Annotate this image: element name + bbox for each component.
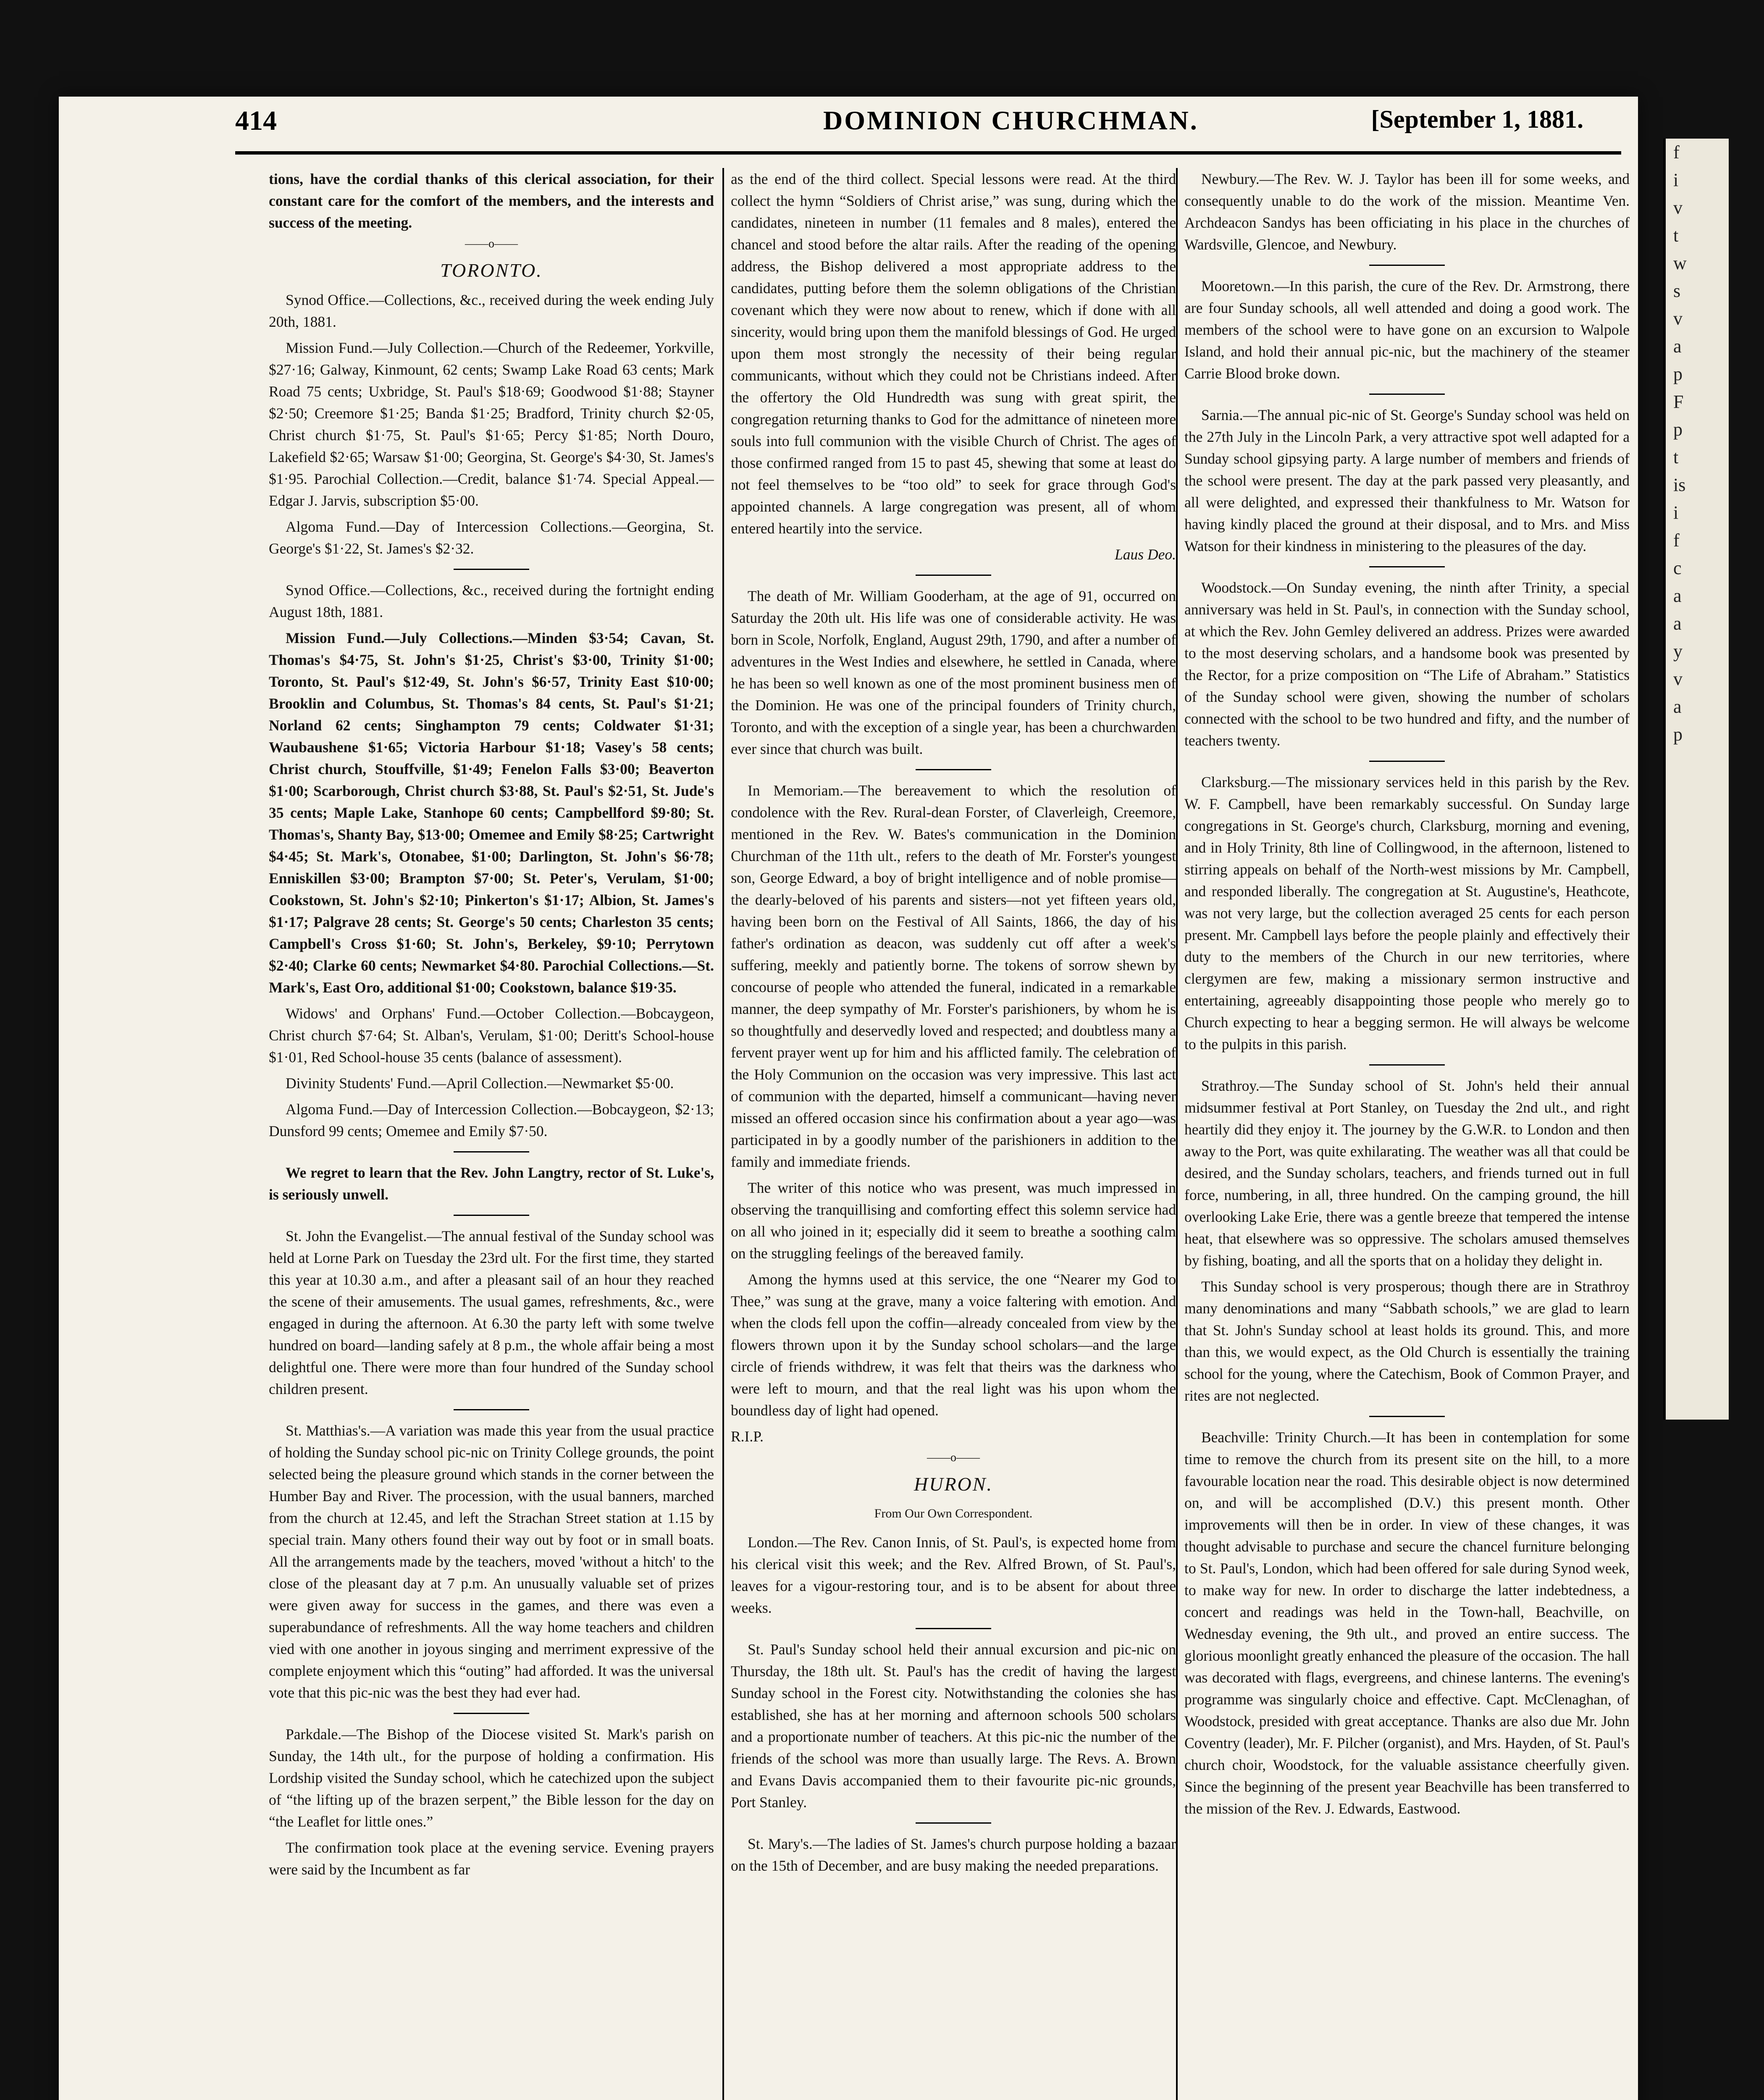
divider bbox=[916, 575, 991, 576]
edge-letter: v bbox=[1673, 308, 1683, 329]
edge-letter: t bbox=[1673, 225, 1679, 246]
divider bbox=[1369, 265, 1445, 266]
news-item: Strathroy.—The Sunday school of St. John's held their annual midsummer festival at Port Stanley, on Tuesday the 2nd ult., and right heartily did they enjoy it. The journey by the G.W.R. to London and then away to the Port, was quite exhilarating. The weather was all that could be desired, and the Sunday scholars, teachers, and friends turned out in full force, numbering, in all, three hundred. On the camping ground, the hill overlooking Lake Erie, there was a gentle breeze that tempered the intense heat, that elsewhere was so oppressive. The scholars amused themselves by fishing, boating, and all the sports that on a holiday they delight in. bbox=[1184, 1077, 1630, 1269]
edge-letter: p bbox=[1673, 419, 1683, 440]
paper-title: DOMINION CHURCHMAN. bbox=[823, 105, 1199, 135]
issue-date: [September 1, 1881. bbox=[1371, 105, 1583, 133]
edge-letter: p bbox=[1673, 364, 1683, 384]
in-memoriam: Among the hymns used at this service, the one “Nearer my God to Thee,” was sung at the grave, many a voice faltering with emotion. And when the clods fell upon the coffin—already concealed from view by the flowers thrown upon it by the Sunday school scholars—and the large circle of friends withdrew, it was felt that theirs was the darkness who were left to mourn, and that the real light was his upon whom the boundless day of light had opened. bbox=[731, 1271, 1176, 1419]
edge-letter: v bbox=[1673, 197, 1683, 218]
sign-off: R.I.P. bbox=[731, 1428, 764, 1445]
section-title-toronto: TORONTO. bbox=[440, 260, 543, 281]
synod-notice: Synod Office.—Collections, &c., received during the week ending July 20th, 1881. bbox=[269, 291, 714, 330]
mission-fund-list: Mission Fund.—July Collection.—Church of the Redeemer, Yorkville, $27·16; Galway, Kinmount, 62 cents; Swamp Lake Road 63 cents; Mark Road 75 cents; Uxbridge, St. Paul's $18·69; Goodwood $1·88; Stayner $2·50; Creemore $1·25; Banda $1·25; Bradford, Trinity church $2·05, Christ church $1·75, St. Paul's $1·65; Percy $1·85; North Douro, Lakefield $2·65; Warsaw $1·00; Georgina, St. George's $4·30, St. James's $1·95. Parochial Collection.—Credit, balance $1·74. Special Appeal.—Edgar J. Jarvis, subscription $5·00. bbox=[269, 339, 714, 509]
byline: From Our Own Correspondent. bbox=[874, 1507, 1033, 1520]
divider bbox=[916, 1628, 991, 1629]
divider bbox=[454, 569, 529, 570]
mission-fund-list: Mission Fund.—July Collections.—Minden $3·54; Cavan, St. Thomas's $4·75, St. John's $1·25, Christ's $3·00, Trinity $1·00; Toronto, St. Paul's $12·49, St. John's $6·57, Trinity East $10·00; Brooklin and Columbus, St. Thomas's 84 cents, St. Paul's $1·21; Norland 62 cents; Singhampton 79 cents; Coldwater $1·31; Waubaushene $1·65; Victoria Harbour $1·18; Vasey's 58 cents; Christ church, Stouffville, $1·49; Fenelon Falls $3·00; Beaverton $1·00; Scarborough, Christ church $3·88, St. Paul's $2·51, St. Jude's 35 cents; Maple Lake, Stanhope 60 cents; Campbellford $9·80; St. Thomas's, Shanty Bay, $13·00; Omemee and Emily $8·25; Cartwright $4·45; St. Mark's, Otonabee, $1·00; Darlington, St. John's $6·78; Enniskillen $3·00; Brampton $7·00; St. Peter's, Verulam, $1·00; Cookstown, St. John's $2·10; Pinkerton's $1·17; Albion, St. James's $1·17; Palgrave 28 cents; St. George's 50 cents; Charleston 35 cents; Campbell's Cross $1·60; St. John's, Berkeley, $9·10; Perrytown $2·40; Clarke 60 cents; Newmarket $4·80. Parochial Collections.—St. Mark's, East Oro, additional $1·00; Cookstown, balance $19·35. bbox=[269, 630, 714, 996]
synod-notice: Synod Office.—Collections, &c., received during the fortnight ending August 18th, 1881. bbox=[269, 582, 714, 620]
news-item: St. Mary's.—The ladies of St. James's church purpose holding a bazaar on the 15th of December, and are busy making the needed preparations. bbox=[731, 1835, 1176, 1874]
article-intro: tions, have the cordial thanks of this clerical association, for their constant care for the comfort of the members, and the interests and success of the meeting. bbox=[269, 171, 714, 231]
edge-letter: p bbox=[1673, 724, 1683, 745]
news-item: Beachville: Trinity Church.—It has been in contemplation for some time to remove the church from its present site on the hill, to a more favourable location near the road. This desirable object is now determined on, and will be accomplished (D.V.) this present month. Other improvements will then be in order. In view of these changes, it was thought advisable to purchase and secure the chancel furniture belonging to St. Paul's, London, which had been offered for sale during Synod week, to make way for new. In order to discharge the latter indebtedness, a concert and readings was held in the Town-hall, Beachville, on Wednesday evening, the 9th ult., and proved an entire success. The glorious moonlight greatly enhanced the pleasure of the occasion. The hall was decorated with flags, evergreens, and chinese lanterns. The evening's programme was singularly choice and effective. Capt. McClenaghan, of Woodstock, presided with great acceptance. Thanks are also due Mr. John Coventry (leader), Mr. F. Pilcher (organist), and Mrs. Hayden, of St. Paul's church choir, Woodstock, for the valuable assistance cheerfully given. Since the beginning of the present year Beachville has been transferred to the mission of the Rev. J. Edwards, Eastwood. bbox=[1184, 1429, 1630, 1817]
edge-letter: F bbox=[1673, 391, 1684, 412]
news-item: St. Paul's Sunday school held their annual excursion and pic-nic on Thursday, the 18th ult. St. Paul's has the credit of having the largest Sunday school in the Forest city. Notwithstanding the colonies she has established, she has at her morning and afternoon schools 500 scholars and a proportionate number of teachers. At this pic-nic the number of the friends of the school was more than usually large. The Revs. A. Brown and Evans Davis accompanied them to their favourite pic-nic grounds, Port Stanley. bbox=[731, 1641, 1176, 1811]
divider bbox=[454, 1409, 529, 1410]
page-number: 414 bbox=[235, 105, 277, 136]
news-item: Clarksburg.—The missionary services held in this parish by the Rev. W. F. Campbell, have been remarkably successful. On Sunday large congregations in St. George's church, Clarksburg, morning and evening, and in Holy Trinity, 8th line of Collingwood, in the afternoon, listened to stirring appeals on behalf of the North-west missions by Mr. Campbell, and responded liberally. The congregation at St. Augustine's, Heathcote, was not very large, but the collection averaged 25 cents for each person present. Mr. Campbell lays before the people plainly and effectively their duty to the members of the Church in our new territories, where clergymen are few, making a missionary sermon instructive and entertaining, agreeably disappointing those people who merely go to Church expecting to hear a begging sermon. He will always be welcome to the pulpits in this parish. bbox=[1184, 774, 1630, 1053]
column-middle bbox=[731, 168, 1176, 2100]
news-item: London.—The Rev. Canon Innis, of St. Paul's, is expected home from his clerical visit this week; and the Rev. Alfred Brown, of St. Paul's, leaves for a vigour-restoring tour, and is to be absent for about three weeks. bbox=[731, 1534, 1176, 1616]
edge-letter: c bbox=[1673, 558, 1682, 578]
edge-letter: t bbox=[1673, 447, 1679, 467]
divider bbox=[454, 1151, 529, 1152]
news-item: The confirmation took place at the evening service. Evening prayers were said by the Incumbent as far bbox=[269, 1839, 714, 1878]
in-memoriam: The writer of this notice who was present, was much impressed in observing the tranquillising and comforting effect this solemn service had on all who joined in it; especially did it seem to breathe a soothing calm on the struggling feelings of the bereaved family. bbox=[731, 1179, 1176, 1262]
obituary: The death of Mr. William Gooderham, at the age of 91, occurred on Saturday the 20th ult. His life was one of considerable activity. He was born in Scole, Norfolk, England, August 29th, 1790, and after a number of adventures in the West Indies and elsewhere, he settled in Canada, where he has been so well known as one of the most prominent business men of the Dominion. He was one of the principal founders of Trinity church, Toronto, and with the exception of a single year, has been a churchwarden ever since that church was built. bbox=[731, 588, 1176, 757]
edge-letter: a bbox=[1673, 585, 1682, 606]
sign-off: Laus Deo. bbox=[1115, 546, 1176, 563]
algoma-fund-list: Algoma Fund.—Day of Intercession Collections.—Georgina, St. George's $1·22, St. James's $2·32. bbox=[269, 518, 714, 557]
column-right bbox=[1184, 168, 1630, 2100]
ornament-divider: ——o—— bbox=[465, 237, 518, 250]
column-left bbox=[269, 168, 714, 2100]
algoma-fund-list: Algoma Fund.—Day of Intercession Collection.—Bobcaygeon, $2·13; Dunsford 99 cents; Omemee and Emily $7·50. bbox=[269, 1101, 714, 1139]
news-item: St. John the Evangelist.—The annual festival of the Sunday school was held at Lorne Park on Tuesday the 23rd ult. For the first time, they started this year at 10.30 a.m., and after a pleasant sail of an hour they reached the scene of their amusements. The usual games, refreshments, &c., were engaged in during the afternoon. At 6.30 the party left with some twelve hundred on board—landing safely at 8 p.m., the whole affair being a most delightful one. There were more than four hundred of the Sunday school children present. bbox=[269, 1228, 714, 1397]
masthead bbox=[235, 105, 1621, 151]
widows-fund-list: Widows' and Orphans' Fund.—October Collection.—Bobcaygeon, Christ church $7·64; St. Alban's, Verulam, $1·00; Deritt's School-house $1·01, Red School-house 35 cents (balance of assessment). bbox=[269, 1005, 714, 1066]
column-divider bbox=[722, 168, 724, 2100]
edge-letter: f bbox=[1673, 142, 1680, 163]
news-item: We regret to learn that the Rev. John Langtry, rector of St. Luke's, is seriously unwell. bbox=[269, 1164, 714, 1203]
divider bbox=[916, 1822, 991, 1824]
edge-letter: i bbox=[1673, 170, 1679, 190]
news-item: Parkdale.—The Bishop of the Diocese visited St. Mark's parish on Sunday, the 14th ult., for the purpose of holding a confirmation. His Lordship visited the Sunday school, which he catechized upon the subject of “the lifting up of the brazen serpent,” the Bible lesson for the day on “the Leaflet for little ones.” bbox=[269, 1726, 714, 1830]
divider bbox=[1369, 1064, 1445, 1066]
edge-letter: w bbox=[1673, 253, 1687, 273]
news-item: Woodstock.—On Sunday evening, the ninth after Trinity, a special anniversary was held in St. Paul's, in connection with the Sunday school, at which the Rev. John Gemley delivered an address. Prizes were awarded to the most deserving scholars, and a handsome book was presented by the Rector, for a prize composition on “The Life of Abraham.” Statistics of the Sunday school were given, showing the number of scholars connected with the school to be two hundred and fifty, and the number of teachers twenty. bbox=[1184, 579, 1630, 749]
divider bbox=[1369, 394, 1445, 395]
divider bbox=[1369, 566, 1445, 567]
divider bbox=[916, 769, 991, 770]
news-item: This Sunday school is very prosperous; though there are in Strathroy many denominations and many “Sabbath schools,” we are glad to learn that St. John's Sunday school at least holds its ground. This, and more than this, we would expect, as the Old Church is essentially the training school for the young, where the Catechism, Book of Common Prayer, and rites are not neglected. bbox=[1184, 1278, 1630, 1404]
in-memoriam: In Memoriam.—The bereavement to which the resolution of condolence with the Rev. Rural-dean Forster, of Claverleigh, Creemore, mentioned in the Rev. W. Bates's communication in the Dominion Churchman of the 11th ult., refers to the death of Mr. Forster's youngest son, George Edward, a boy of bright intelligence and of noble promise—the dearly-beloved of his parents and sisters—not yet fifteen years old, having been born on the Festival of All Saints, 1866, the day of his father's ordination as deacon, was suddenly cut off after a week's suffering, meekly and patiently borne. The tokens of sorrow shewn by concourse of people who attended the funeral, indicated in a remarkable manner, the deep sympathy of Mr. Forster's parishioners, by whom he is so thoughtfully and deservedly loved and respected; and doubtless many a fervent prayer went up for him and his afflicted family. The celebration of the Holy Communion on the occasion was very impressive. This last act of communion with the departed, himself a communicant—having never missed an offered occasion since his confirmation about a year ago—was participated in by a goodly number of the parishioners in addition to the family and immediate friends. bbox=[731, 782, 1176, 1170]
edge-letter: is bbox=[1673, 475, 1686, 495]
news-item: Mooretown.—In this parish, the cure of the Rev. Dr. Armstrong, there are four Sunday schools, all well attended and doing a good work. The members of the school were to have gone on an excursion to Walpole Island, and hold their annual pic-nic, but the machinery of the steamer Carrie Blood broke down. bbox=[1184, 278, 1630, 382]
news-item-continued: as the end of the third collect. Special lessons were read. At the third collect the hymn “Soldiers of Christ arise,” was sung, during which the candidates, nineteen in number (11 females and 8 males), entered the chancel and stood before the altar rails. After the reading of the opening address, the Bishop delivered a most appropriate address to the candidates, putting before them the solemn obligations of the Christian covenant which they were now about to renew, which if done with all sincerity, would bring upon them the manifold blessings of God. He urged upon them most strongly the necessity of their being regular communicants, without which they could not be Christians indeed. After the offertory the Old Hundredth was sung with great spirit, the congregation returning thanks to God for the admittance of nineteen more souls into full communion with the visible Church of Christ. The ages of those confirmed ranged from 15 to past 45, shewing that some at least do not feel themselves to be “too old” to seek for grace through God's appointed channels. A large congregation was present, all of whom entered heartily into the service. bbox=[731, 171, 1176, 537]
divider bbox=[1369, 1416, 1445, 1417]
news-item: Sarnia.—The annual pic-nic of St. George's Sunday school was held on the 27th July in the Lincoln Park, a very attractive spot well adapted for a Sunday school gipsying party. A large number of members and friends of the school were present. The day at the park passed very pleasantly, and all were delighted, and expressed their thankfulness to Mr. Watson for having kindly placed the ground at their disposal, and to Mrs. and Miss Watson for their kindness in ministering to the pleasures of the day. bbox=[1184, 407, 1630, 554]
edge-letter: a bbox=[1673, 696, 1682, 717]
column-divider bbox=[1176, 168, 1178, 2100]
divider bbox=[454, 1215, 529, 1216]
edge-letter: v bbox=[1673, 669, 1683, 689]
edge-letter: y bbox=[1673, 641, 1683, 662]
news-item: Newbury.—The Rev. W. J. Taylor has been ill for some weeks, and consequently unable to do the work of the mission. Meantime Ven. Archdeacon Sandys has been officiating in his place in the churches of Wardsville, Glencoe, and Newbury. bbox=[1184, 171, 1630, 253]
edge-letter: f bbox=[1673, 530, 1680, 551]
divider bbox=[1369, 761, 1445, 762]
edge-letter: i bbox=[1673, 502, 1679, 523]
divider bbox=[454, 1713, 529, 1714]
edge-letter: a bbox=[1673, 613, 1682, 634]
section-title-huron: HURON. bbox=[914, 1473, 993, 1495]
news-item: St. Matthias's.—A variation was made this year from the usual practice of holding the Sunday school pic-nic on Trinity College grounds, the point selected being the pleasure ground which stands in the corner between the Humber Bay and River. The procession, with the usual banners, marched from the church at 12.45, and left the Strachan Street station at 1.15 by special train. Many others found their way out by foot or in small boats. All the arrangements made by the teachers, moved 'without a hitch' to the close of the pleasant day at 7 p.m. An unusually valuable set of prizes were given away for success in the games, and there was even a superabundance of refreshments. All the way home teachers and children vied with one another in joyous singing and merriment expressive of the complete enjoyment which this “outing” had afforded. It was the universal vote that this pic-nic was the best they had ever had. bbox=[269, 1422, 714, 1701]
adjacent-page-edge bbox=[1663, 139, 1729, 1420]
masthead-rule bbox=[235, 151, 1621, 155]
edge-letter: s bbox=[1673, 281, 1681, 301]
ornament-divider: ——o—— bbox=[927, 1451, 980, 1464]
divinity-fund-list: Divinity Students' Fund.—April Collection.—Newmarket $5·00. bbox=[286, 1075, 674, 1092]
edge-letter: a bbox=[1673, 336, 1682, 357]
